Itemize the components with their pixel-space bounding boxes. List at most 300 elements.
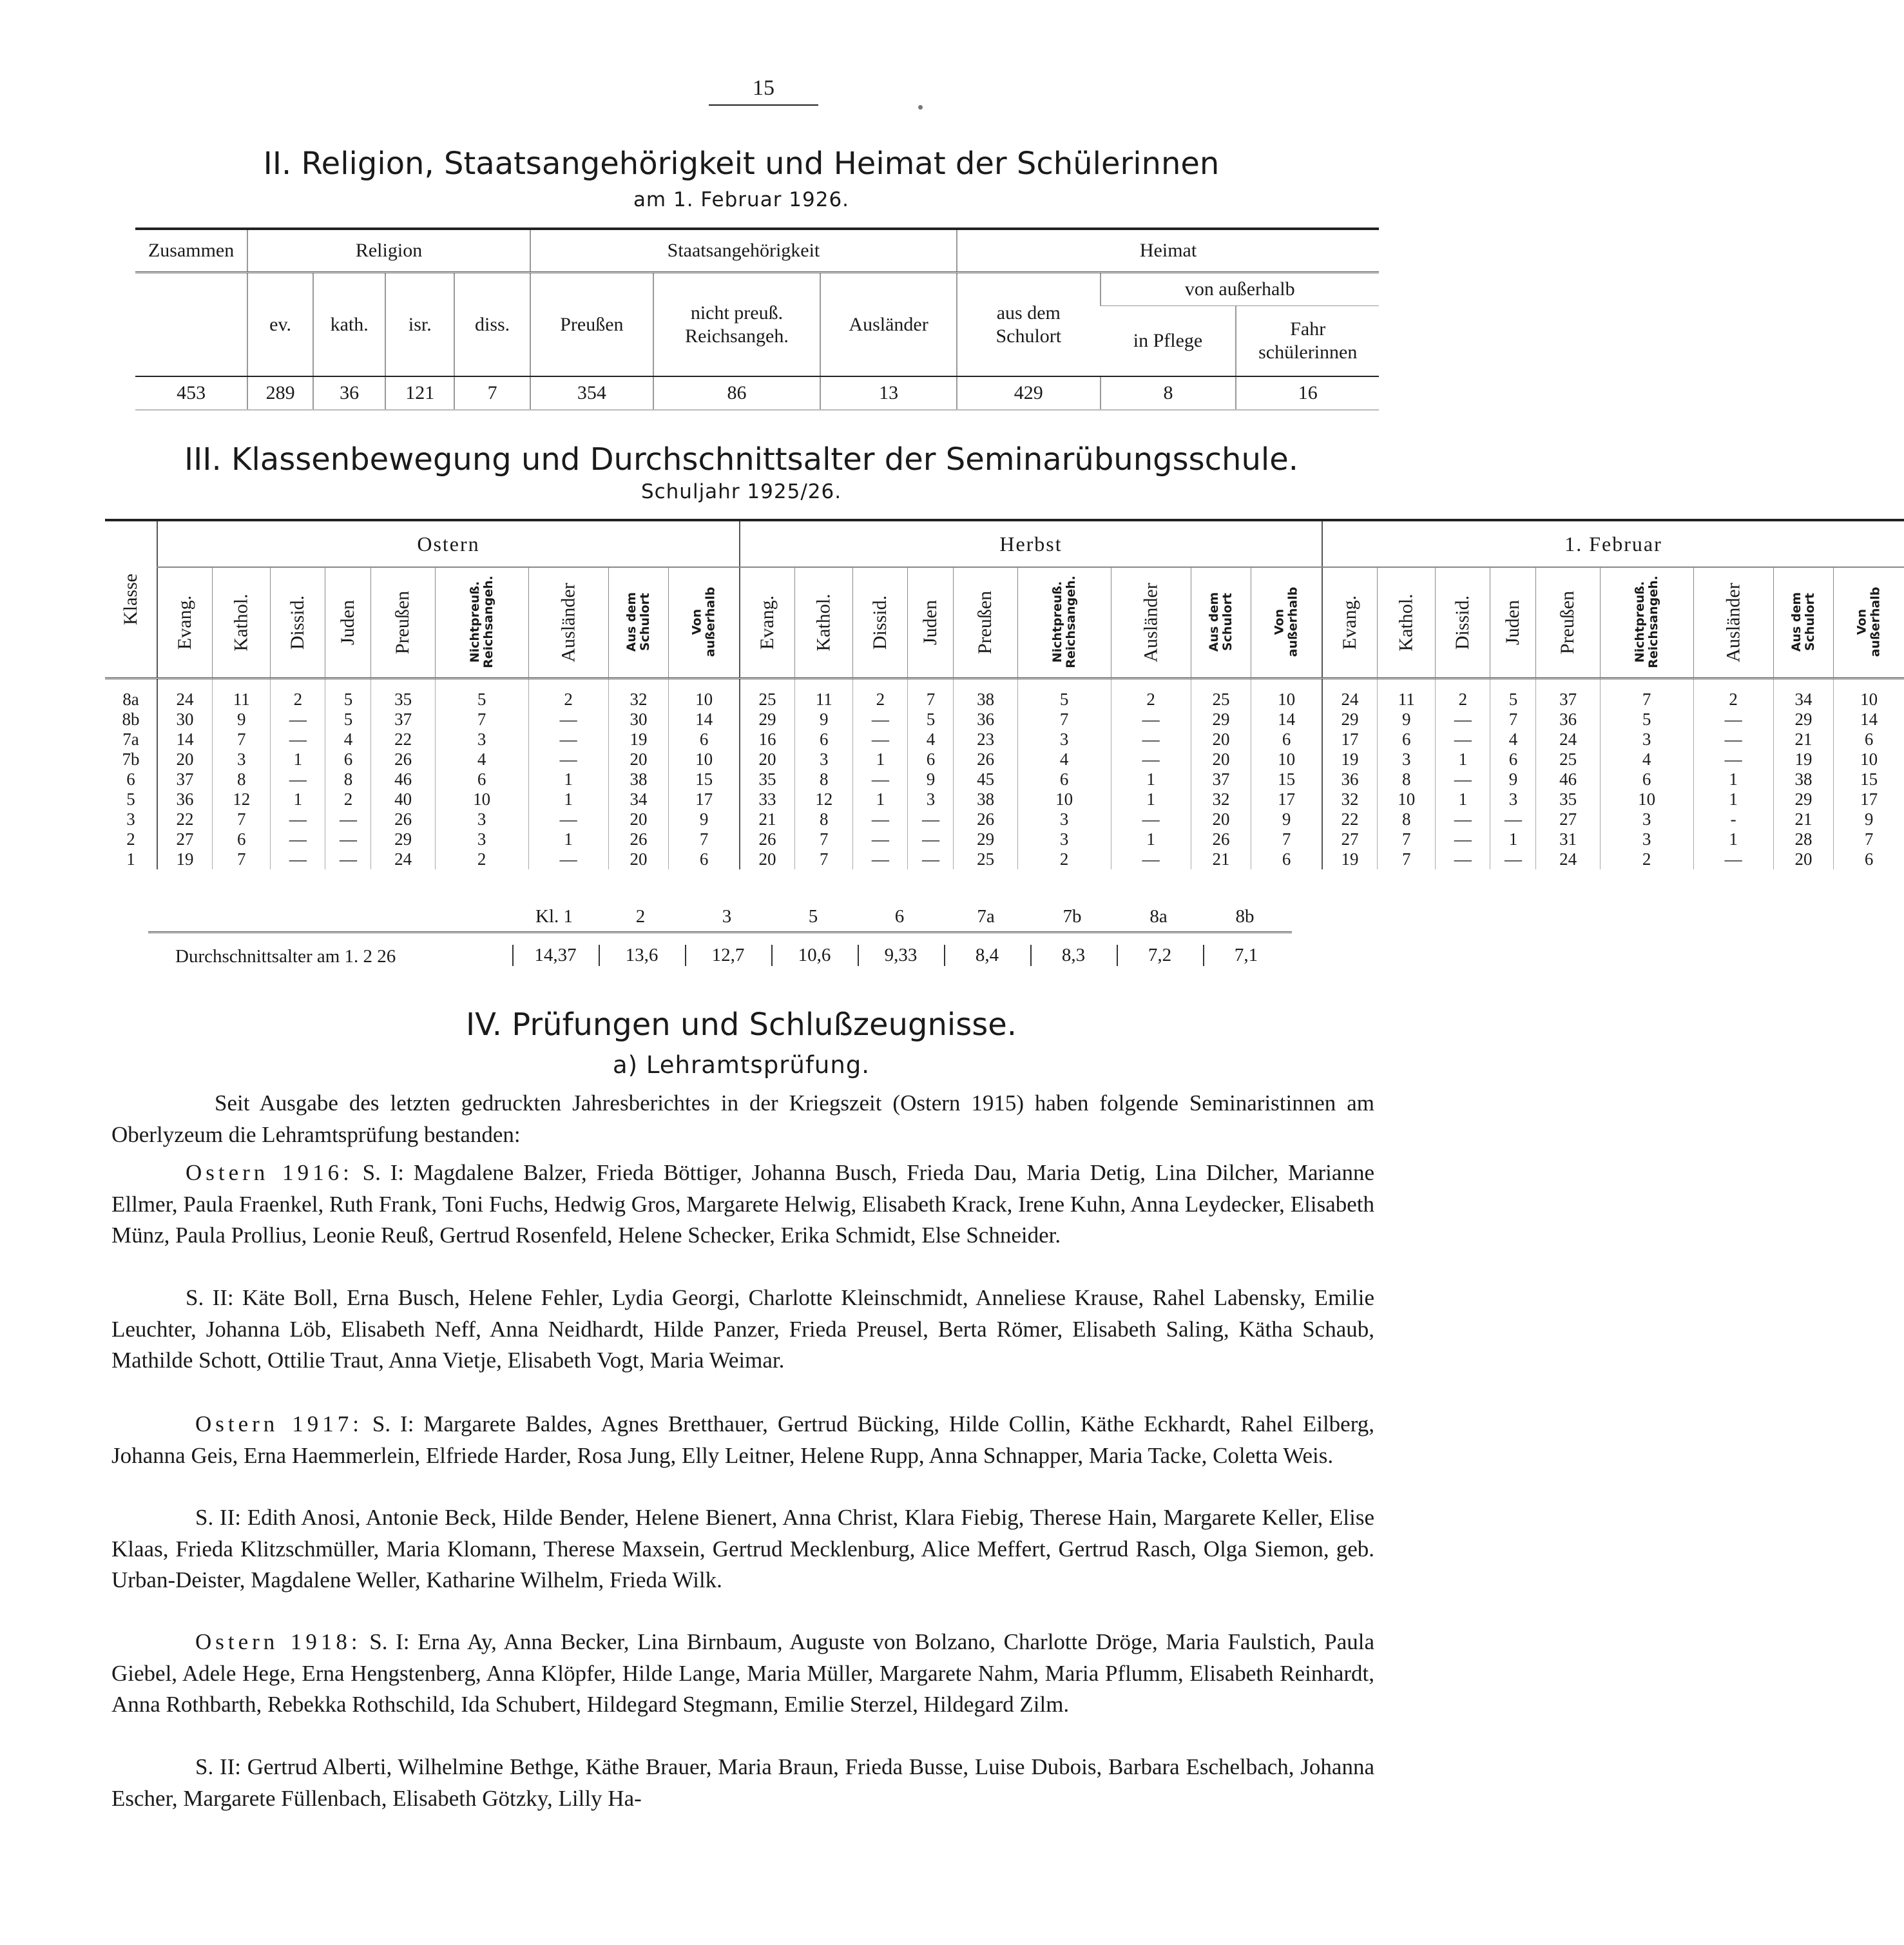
- table-cell: 8: [325, 769, 371, 789]
- table-cell: 1: [853, 750, 908, 769]
- table-cell: 1: [1436, 750, 1490, 769]
- table-cell: 11: [213, 679, 271, 710]
- table-cell: 9: [1834, 809, 1904, 829]
- header-column: [1693, 567, 1773, 679]
- table-cell: 1: [1111, 829, 1191, 849]
- age-class: 8a: [1149, 906, 1168, 927]
- header-column-label: Preußen: [974, 590, 996, 655]
- header-column-label: Von außerhalb: [1272, 586, 1300, 657]
- header-schulort: [957, 273, 1100, 377]
- ostern-1917-heading: Ostern 1917:: [195, 1411, 363, 1437]
- header-column: [608, 567, 668, 679]
- age-value: 12,7: [685, 945, 770, 966]
- table-cell: 30: [157, 710, 213, 730]
- table-cell: 6: [435, 769, 528, 789]
- table-cell: 1: [528, 769, 608, 789]
- header-column-label: Juden: [337, 600, 359, 645]
- ostern-1918-text: S. I: Erna Ay, Anna Becker, Lina Birnbaum, Auguste von Bolzano, Charlotte Dröge, Maria Faulstich, Paula Giebel, Adele Hege, Erna Hengstenberg, Anna Klöpfer, Hilde Lange, Maria Müller, Margarete Nahm, Maria Pflumm, Elisabeth Reinhardt, Anna Rothbarth, Rebekka Rothschild, Ida Schubert, Hildegard Stegmann, Emilie Sterzel, Hildegard Zilm.: [111, 1629, 1374, 1717]
- religion-table: [135, 227, 1379, 411]
- table-cell: 26: [740, 829, 795, 849]
- section4-subtitle: a) Lehramtsprüfung.: [612, 1051, 870, 1079]
- table-cell: 5: [1017, 679, 1111, 710]
- table-cell: 15: [669, 769, 740, 789]
- table-cell: —: [1111, 849, 1191, 869]
- header-column: [1251, 567, 1322, 679]
- table-row: [105, 789, 1904, 809]
- header-column: [1191, 567, 1251, 679]
- table-cell: 45: [954, 769, 1017, 789]
- table-cell: 2: [271, 679, 325, 710]
- table-cell: —: [853, 730, 908, 750]
- table-cell: 6: [1834, 730, 1904, 750]
- header-column: [1600, 567, 1693, 679]
- table-cell: 8: [1378, 809, 1436, 829]
- page-number: 15: [709, 76, 818, 106]
- table-cell: —: [853, 809, 908, 829]
- age-value: 9,33: [858, 945, 943, 966]
- table-cell: 46: [1536, 769, 1600, 789]
- table-row: [105, 849, 1904, 869]
- age-class: 5: [808, 906, 818, 927]
- header-column: [1834, 567, 1904, 679]
- table-cell: 3: [1017, 730, 1111, 750]
- intro-paragraph: Seit Ausgabe des letzten gedruckten Jahresberichtes in der Kriegszeit (Ostern 1915) haben folgende Seminaristinnen am Oberlyzeum die Lehramtsprüfung bestanden:: [111, 1090, 1374, 1147]
- header-column: [157, 567, 213, 679]
- header-column: [213, 567, 271, 679]
- table-cell: 7: [795, 849, 853, 869]
- table-cell: 7: [435, 710, 528, 730]
- table-cell: 2: [325, 789, 371, 809]
- table-cell: 25: [1191, 679, 1251, 710]
- table-cell: 24: [1536, 730, 1600, 750]
- table-cell: 3: [213, 750, 271, 769]
- table-cell: 7: [1490, 710, 1536, 730]
- table-cell: —: [853, 829, 908, 849]
- header-preussen: Preußen: [530, 273, 653, 377]
- total-cell: 429: [957, 376, 1100, 410]
- header-column-label: Nichtpreuß. Reichsangeh.: [1050, 576, 1078, 668]
- print-speck: [918, 105, 923, 110]
- header-column-label: Nichtpreuß. Reichsangeh.: [467, 576, 495, 668]
- table-cell: 7: [213, 730, 271, 750]
- table-cell: 10: [1834, 679, 1904, 710]
- table-cell: 6: [1834, 849, 1904, 869]
- table-cell: 12: [213, 789, 271, 809]
- table-cell: 20: [740, 750, 795, 769]
- table-cell: 3: [435, 730, 528, 750]
- row-class: 1: [126, 849, 135, 869]
- table-cell: 4: [908, 730, 954, 750]
- ostern-1918-s2-paragraph: S. II: Gertrud Alberti, Wilhelmine Bethge, Käthe Brauer, Maria Braun, Frieda Busse, Luise Dubois, Barbara Eschelbach, Johanna Escher, Margarete Füllenbach, Elisabeth Götzky, Lilly Ha-: [111, 1754, 1374, 1811]
- table-cell: 22: [371, 730, 435, 750]
- header-column-label: Preußen: [392, 590, 414, 655]
- table-cell: 7: [1600, 679, 1693, 710]
- header-group: 1. Februar: [1322, 520, 1904, 567]
- table-cell: 32: [608, 679, 668, 710]
- table-cell: —: [1490, 809, 1536, 829]
- header-column: [795, 567, 853, 679]
- table-cell: —: [1436, 769, 1490, 789]
- total-cell: 16: [1236, 376, 1379, 410]
- header-auslaender: Ausländer: [820, 273, 957, 377]
- table-cell: 25: [740, 679, 795, 710]
- table-cell: 5: [325, 679, 371, 710]
- table-cell: -: [1693, 809, 1773, 829]
- age-class: 3: [722, 906, 732, 927]
- table-cell: 3: [1017, 829, 1111, 849]
- klassen-table: [105, 519, 1904, 869]
- table-cell: 17: [1251, 789, 1322, 809]
- header-fahr-1: Fahr: [1290, 318, 1326, 340]
- divider: [148, 931, 1292, 933]
- table-cell: 6: [1378, 730, 1436, 750]
- table-cell: 34: [608, 789, 668, 809]
- row-class: 7b: [122, 750, 140, 769]
- table-cell: 35: [740, 769, 795, 789]
- table-cell: 1: [271, 750, 325, 769]
- table-cell: 22: [1322, 809, 1378, 829]
- header-ausserhalb: von außerhalb: [1101, 273, 1379, 306]
- table-cell: 26: [371, 750, 435, 769]
- header-schulort-1: aus dem: [996, 302, 1061, 324]
- total-cell: 36: [313, 376, 385, 410]
- table-cell: 20: [1191, 750, 1251, 769]
- table-cell: —: [1693, 750, 1773, 769]
- age-label: Durchschnittsalter am 1. 2 26: [175, 946, 396, 967]
- age-class: 7a: [977, 906, 995, 927]
- header-column-label: Ausländer: [1722, 583, 1744, 663]
- table-cell: 5: [325, 710, 371, 730]
- table-cell: 1: [853, 789, 908, 809]
- table-cell: 1: [1111, 789, 1191, 809]
- table-cell: 21: [1773, 809, 1833, 829]
- table-cell: 31: [1536, 829, 1600, 849]
- header-column-label: Dissid.: [869, 595, 891, 650]
- header-group: Herbst: [740, 520, 1322, 567]
- header-staat: Staatsangehörigkeit: [530, 229, 957, 273]
- table-cell: —: [853, 769, 908, 789]
- age-class: 7b: [1063, 906, 1082, 927]
- table-cell: 7: [1017, 710, 1111, 730]
- header-column-label: Dissid.: [287, 595, 309, 650]
- table-cell: 1: [528, 829, 608, 849]
- header-fahrschuelerinnen: [1236, 306, 1379, 377]
- table-cell: 20: [608, 849, 668, 869]
- header-column: [908, 567, 954, 679]
- table-cell: 26: [608, 829, 668, 849]
- table-cell: 7: [669, 829, 740, 849]
- table-cell: 15: [1251, 769, 1322, 789]
- table-cell: 24: [1536, 849, 1600, 869]
- table-cell: —: [325, 809, 371, 829]
- table-cell: 26: [371, 809, 435, 829]
- header-column: [1378, 567, 1436, 679]
- table-cell: 3: [1600, 730, 1693, 750]
- ostern-1918-heading: Ostern 1918:: [195, 1629, 361, 1654]
- table-cell: 4: [325, 730, 371, 750]
- header-column-label: Aus dem Schulort: [1207, 592, 1235, 652]
- table-cell: 14: [157, 730, 213, 750]
- ostern-1916-heading: Ostern 1916:: [186, 1160, 353, 1185]
- table-cell: 3: [1600, 829, 1693, 849]
- header-column: [1773, 567, 1833, 679]
- table-cell: 19: [157, 849, 213, 869]
- table-cell: —: [853, 710, 908, 730]
- table-cell: —: [271, 769, 325, 789]
- header-ev: ev.: [247, 273, 313, 377]
- total-cell: 13: [820, 376, 957, 410]
- total-cell: 289: [247, 376, 313, 410]
- table-cell: 32: [1322, 789, 1378, 809]
- table-cell: 6: [1490, 750, 1536, 769]
- header-klasse-label: Klasse: [119, 574, 141, 625]
- table-cell: 6: [669, 849, 740, 869]
- header-column: [1536, 567, 1600, 679]
- table-cell: 14: [1834, 710, 1904, 730]
- table-cell: 20: [740, 849, 795, 869]
- table-cell: 38: [954, 679, 1017, 710]
- table-cell: 1: [1490, 829, 1536, 849]
- totals-row: [135, 376, 1379, 410]
- table-cell: 6: [1017, 769, 1111, 789]
- header-column: [1111, 567, 1191, 679]
- table-cell: 2: [1600, 849, 1693, 869]
- table-cell: —: [1436, 809, 1490, 829]
- total-cell: 86: [653, 376, 820, 410]
- table-cell: —: [325, 829, 371, 849]
- age-values: [522, 945, 1298, 969]
- table-cell: 29: [371, 829, 435, 849]
- section3-subtitle: Schuljahr 1925/26.: [640, 480, 842, 503]
- table-cell: 16: [740, 730, 795, 750]
- header-column: [435, 567, 528, 679]
- table-cell: 10: [1251, 750, 1322, 769]
- table-cell: 8: [795, 769, 853, 789]
- table-cell: 6: [908, 750, 954, 769]
- table-cell: 29: [954, 829, 1017, 849]
- section2-subtitle: am 1. Februar 1926.: [633, 188, 850, 211]
- header-kath: kath.: [313, 273, 385, 377]
- table-cell: —: [853, 849, 908, 869]
- header-nicht-1: nicht preuß.: [690, 302, 784, 324]
- table-cell: —: [908, 809, 954, 829]
- age-value: 10,6: [771, 945, 856, 966]
- table-cell: 7: [1378, 829, 1436, 849]
- table-cell: 7: [795, 829, 853, 849]
- ostern-1917-s2-paragraph: S. II: Edith Anosi, Antonie Beck, Hilde Bender, Helene Bienert, Anna Christ, Klara Fiebig, Therese Hain, Margarete Keller, Elise Klaas, Frieda Klitzschmüller, Maria Klomann, Therese Maxsein, Gertrud Mecklenburg, Alice Meffert, Gertrud Rasch, Olga Siemon, geb. Urban-Deister, Magdalene Weller, Katharine Wilhelm, Frieda Wilk.: [111, 1505, 1374, 1592]
- section3-title: III. Klassenbewegung und Durchschnittsalter der Seminarübungsschule.: [184, 441, 1298, 478]
- ostern-1916-paragraph: [111, 1157, 1374, 1252]
- ostern-1916-s2-paragraph: S. II: Käte Boll, Erna Busch, Helene Fehler, Lydia Georgi, Charlotte Kleinschmidt, Anneliese Krause, Rahel Labensky, Emilie Leuchter, Johanna Löb, Elisabeth Neff, Anna Neidhardt, Hilde Panzer, Frieda Preusel, Berta Römer, Elisabeth Saling, Kätha Schaub, Mathilde Schott, Ottilie Traut, Anna Vietje, Elisabeth Vogt, Maria Weimar.: [111, 1285, 1374, 1373]
- table-cell: 25: [1536, 750, 1600, 769]
- table-cell: 17: [1834, 789, 1904, 809]
- header-column-label: Dissid.: [1452, 595, 1474, 650]
- table-cell: 3: [1017, 809, 1111, 829]
- table-cell: 36: [1536, 710, 1600, 730]
- table-cell: 25: [954, 849, 1017, 869]
- table-cell: 1: [1693, 789, 1773, 809]
- table-cell: 3: [908, 789, 954, 809]
- header-pflege: in Pflege: [1101, 306, 1236, 377]
- table-cell: 10: [669, 750, 740, 769]
- header-column-label: Aus dem Schulort: [624, 592, 653, 652]
- header-column-label: Von außerhalb: [1854, 586, 1883, 657]
- age-value: 7,1: [1203, 945, 1288, 966]
- table-cell: —: [1693, 730, 1773, 750]
- table-cell: 14: [1251, 710, 1322, 730]
- table-cell: 4: [1490, 730, 1536, 750]
- header-column: [1490, 567, 1536, 679]
- table-cell: 10: [1251, 679, 1322, 710]
- table-cell: 8: [1378, 769, 1436, 789]
- table-cell: 9: [213, 710, 271, 730]
- header-column: [1436, 567, 1490, 679]
- table-cell: —: [271, 730, 325, 750]
- table-cell: —: [271, 710, 325, 730]
- table-cell: 21: [1773, 730, 1833, 750]
- header-column: [528, 567, 608, 679]
- header-group: Ostern: [157, 520, 740, 567]
- row-class: 8b: [122, 710, 140, 729]
- table-cell: 1: [1436, 789, 1490, 809]
- table-cell: 2: [1017, 849, 1111, 869]
- table-cell: 35: [371, 679, 435, 710]
- table-cell: 32: [1191, 789, 1251, 809]
- table-cell: 36: [1322, 769, 1378, 789]
- table-cell: 9: [1490, 769, 1536, 789]
- age-class: 2: [635, 906, 646, 927]
- table-cell: 33: [740, 789, 795, 809]
- table-cell: 24: [157, 679, 213, 710]
- header-heimat: Heimat: [957, 229, 1379, 273]
- table-cell: —: [528, 750, 608, 769]
- table-cell: 24: [1322, 679, 1378, 710]
- header-klasse: [105, 520, 157, 679]
- table-cell: —: [1111, 730, 1191, 750]
- table-cell: 12: [795, 789, 853, 809]
- table-cell: —: [1693, 710, 1773, 730]
- table-cell: 19: [1322, 849, 1378, 869]
- table-cell: 9: [669, 809, 740, 829]
- table-cell: 6: [325, 750, 371, 769]
- table-cell: 11: [795, 679, 853, 710]
- header-zusammen: Zusammen: [135, 229, 247, 273]
- table-cell: 5: [435, 679, 528, 710]
- table-cell: 28: [1773, 829, 1833, 849]
- table-cell: 19: [1322, 750, 1378, 769]
- table-cell: 3: [435, 829, 528, 849]
- header-isr: isr.: [385, 273, 454, 377]
- table-cell: 7: [213, 809, 271, 829]
- table-cell: 8: [795, 809, 853, 829]
- table-cell: —: [1436, 849, 1490, 869]
- table-cell: 10: [1600, 789, 1693, 809]
- header-column: [669, 567, 740, 679]
- table-cell: 24: [371, 849, 435, 869]
- table-cell: 5: [1490, 679, 1536, 710]
- table-cell: 29: [1773, 710, 1833, 730]
- table-cell: 10: [1834, 750, 1904, 769]
- header-column: [853, 567, 908, 679]
- table-cell: 7: [1251, 829, 1322, 849]
- total-cell: 453: [135, 376, 247, 410]
- table-cell: 2: [528, 679, 608, 710]
- table-cell: —: [1111, 809, 1191, 829]
- table-cell: —: [1436, 829, 1490, 849]
- header-column-label: Ausländer: [1140, 583, 1162, 663]
- table-cell: 38: [1773, 769, 1833, 789]
- table-cell: 9: [908, 769, 954, 789]
- table-cell: 6: [1251, 849, 1322, 869]
- table-cell: 29: [740, 710, 795, 730]
- table-cell: 21: [1191, 849, 1251, 869]
- table-cell: 38: [608, 769, 668, 789]
- header-column: [1322, 567, 1378, 679]
- table-cell: 7: [1834, 829, 1904, 849]
- table-cell: 5: [908, 710, 954, 730]
- table-cell: —: [1111, 710, 1191, 730]
- table-cell: —: [271, 809, 325, 829]
- table-cell: 21: [740, 809, 795, 829]
- table-cell: 17: [669, 789, 740, 809]
- row-class: 5: [126, 789, 135, 809]
- table-cell: 15: [1834, 769, 1904, 789]
- table-cell: 20: [1191, 730, 1251, 750]
- table-cell: 3: [1490, 789, 1536, 809]
- table-cell: 10: [1017, 789, 1111, 809]
- section4-title: IV. Prüfungen und Schlußzeugnisse.: [465, 1007, 1017, 1043]
- table-cell: 2: [1436, 679, 1490, 710]
- table-cell: 27: [1536, 809, 1600, 829]
- table-cell: 34: [1773, 679, 1833, 710]
- table-cell: 26: [954, 809, 1017, 829]
- table-cell: 6: [1600, 769, 1693, 789]
- table-cell: 7: [1378, 849, 1436, 869]
- table-cell: 37: [371, 710, 435, 730]
- table-cell: 2: [435, 849, 528, 869]
- table-cell: 1: [271, 789, 325, 809]
- table-cell: —: [528, 730, 608, 750]
- header-nicht-preussisch: [653, 273, 820, 377]
- header-column: [325, 567, 371, 679]
- table-cell: —: [1490, 849, 1536, 869]
- row-class: 2: [126, 829, 135, 849]
- ostern-1917-text: S. I: Margarete Baldes, Agnes Bretthauer, Gertrud Bücking, Hilde Collin, Käthe Eckhardt, Rahel Eilberg, Johanna Geis, Erna Haemmerlein, Elfriede Harder, Rosa Jung, Elly Leitner, Helene Rupp, Anna Schnapper, Maria Tacke, Coletta Weis.: [111, 1411, 1374, 1468]
- age-value: 8,3: [1030, 945, 1115, 966]
- table-row: [105, 829, 1904, 849]
- table-cell: 27: [157, 829, 213, 849]
- table-cell: 46: [371, 769, 435, 789]
- table-row: [105, 750, 1904, 769]
- header-column-label: Kathol.: [813, 594, 834, 652]
- header-column-label: Evang.: [174, 595, 196, 650]
- header-column-label: Preußen: [1557, 590, 1579, 655]
- age-value: 7,2: [1117, 945, 1202, 966]
- table-cell: 19: [1773, 750, 1833, 769]
- table-cell: 29: [1322, 710, 1378, 730]
- table-cell: 2: [853, 679, 908, 710]
- section2-title: II. Religion, Staatsangehörigkeit und Heimat der Schülerinnen: [263, 146, 1220, 182]
- ostern-1918-paragraph: [111, 1627, 1374, 1721]
- table-cell: 8: [213, 769, 271, 789]
- table-cell: 11: [1378, 679, 1436, 710]
- total-cell: 354: [530, 376, 653, 410]
- table-cell: 26: [1191, 829, 1251, 849]
- table-cell: 20: [608, 809, 668, 829]
- table-cell: —: [325, 849, 371, 869]
- header-column-label: Evang.: [1339, 595, 1361, 650]
- header-column-label: Kathol.: [1395, 594, 1417, 652]
